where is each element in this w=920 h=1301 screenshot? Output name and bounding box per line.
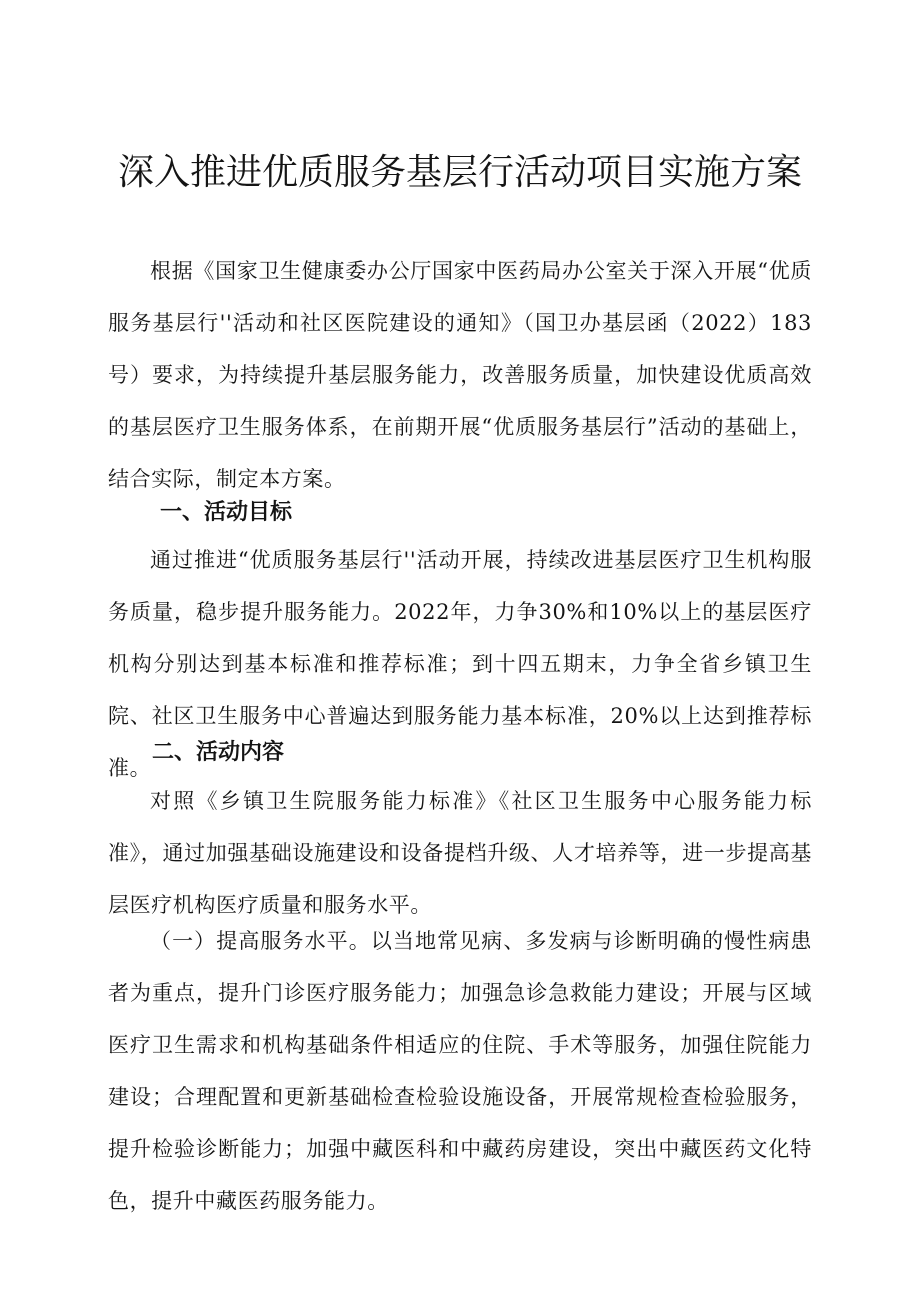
section-2-item-1-paragraph bbox=[108, 915, 812, 1227]
intro-paragraph bbox=[108, 245, 812, 505]
section-2-item-1-text: （一）提高服务水平。以当地常见病、多发病与诊断明确的慢性病患者为重点，提升门诊医疗服务能力；加强急诊急救能力建设；开展与区域医疗卫生需求和机构基础条件相适应的住院、手术等服务，加强住院能力建设；合理配置和更新基础检查检验设施设备，开展常规检查检验服务，提升检验诊断能力；加强中藏医科和中藏药房建设，突出中藏医药文化特色，提升中藏医药服务能力。 bbox=[108, 929, 812, 1213]
section-2-heading: 二、活动内容 bbox=[152, 740, 285, 765]
section-1-heading: 一、活动目标 bbox=[160, 500, 293, 525]
section-2-paragraph bbox=[108, 775, 812, 931]
section-2-text: 对照《乡镇卫生院服务能力标准》《社区卫生服务中心服务能力标准》，通过加强基础设施建设和设备提档升级、人才培养等，进一步提高基层医疗机构医疗质量和服务水平。 bbox=[108, 789, 812, 917]
intro-text: 根据《国家卫生健康委办公厅国家中医药局办公室关于深入开展“优质服务基层行''活动和社区医院建设的通知》（国卫办基层函（2022）183号）要求，为持续提升基层服务能力，改善服务质量，加快建设优质高效的基层医疗卫生服务体系，在前期开展“优质服务基层行”活动的基础上，结合实际，制定本方案。 bbox=[108, 259, 812, 491]
document-title: 深入推进优质服务基层行活动项目实施方案 bbox=[117, 152, 802, 193]
section-1-text: 通过推进“优质服务基层行''活动开展，持续改进基层医疗卫生机构服务质量，稳步提升服务能力。2022年，力争30%和10%以上的基层医疗机构分别达到基本标准和推荐标准；到十四五期末，力争全省乡镇卫生院、社区卫生服务中心普遍达到服务能力基本标准，20%以上达到推荐标准。 bbox=[108, 548, 812, 780]
